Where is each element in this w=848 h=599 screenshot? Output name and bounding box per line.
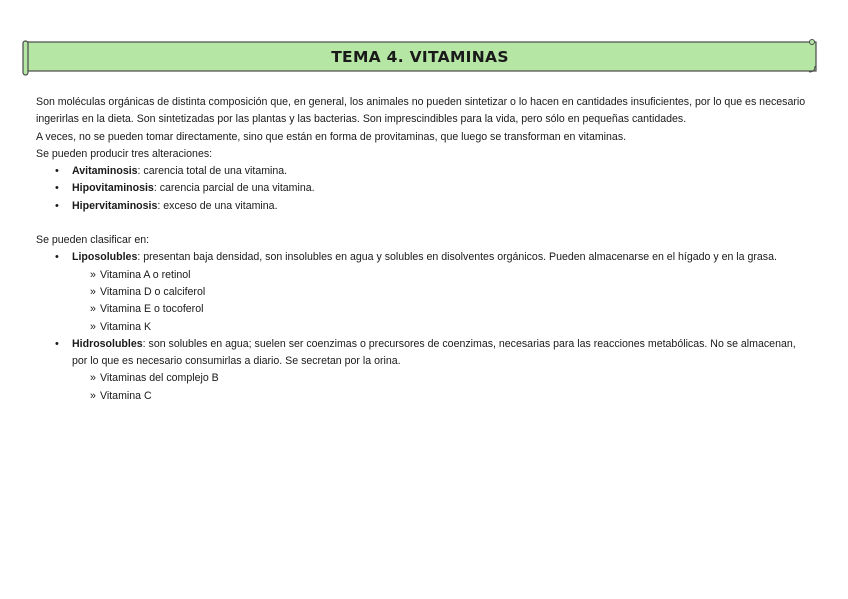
intro-paragraph: Se pueden producir tres alteraciones:: [36, 147, 213, 160]
term: Hipovitaminosis: [72, 182, 154, 195]
alteraciones-list: [36, 163, 808, 215]
term: Liposolubles: [72, 251, 138, 264]
term: Avitaminosis: [72, 165, 138, 178]
list-item: [72, 163, 808, 180]
term-description: : exceso de una vitamina.: [157, 199, 278, 212]
term: Hidrosolubles: [72, 337, 143, 350]
sublist-item: » Vitamina E o tocoferol: [90, 301, 808, 318]
term-description: : carencia parcial de una vitamina.: [153, 182, 315, 195]
clases-list: [36, 249, 808, 405]
sublist: [72, 267, 808, 336]
page-title: TEMA 4. VITAMINAS: [331, 48, 509, 66]
term-description: : son solubles en agua; suelen ser coenzimas o precursores de coenzimas, necesarias para las reacciones metabólicas. No se almacenan, por lo que es necesario consumirlas a diario. Se secretan por la orina.: [72, 337, 796, 368]
term: Hipervitaminosis: [72, 199, 158, 212]
list-item: [72, 249, 808, 335]
document-body: [36, 94, 808, 405]
spacer: [36, 215, 808, 232]
sublist: [72, 370, 808, 405]
sublist-item: » Vitamina K: [90, 319, 808, 336]
list-item: [72, 336, 808, 405]
sublist-item: » Vitaminas del complejo B: [90, 370, 808, 387]
intro-paragraph: A veces, no se pueden tomar directamente, sino que están en forma de provitaminas, que luego se transforman en vitaminas.: [36, 130, 627, 143]
title-banner: [22, 38, 818, 76]
term-description: : presentan baja densidad, son insolubles en agua y solubles en disolventes orgánicos. Pueden almacenarse en el hígado y en la grasa.: [137, 251, 777, 264]
clasificar-intro: Se pueden clasificar en:: [36, 234, 150, 247]
term-description: : carencia total de una vitamina.: [137, 165, 288, 178]
list-item: [72, 180, 808, 197]
list-item: [72, 198, 808, 215]
sublist-item: » Vitamina D o calciferol: [90, 284, 808, 301]
sublist-item: » Vitamina A o retinol: [90, 267, 808, 284]
intro-paragraph: Son moléculas orgánicas de distinta composición que, en general, los animales no pueden sintetizar o lo hacen en cantidades insuficientes, por lo que es necesario ingerirlas en la dieta. Son sintetizadas por las plantas y las bacterias. Son imprescindibles para la vida, pero sólo en pequeñas cantidades.: [36, 96, 806, 126]
sublist-item: » Vitamina C: [90, 388, 808, 405]
